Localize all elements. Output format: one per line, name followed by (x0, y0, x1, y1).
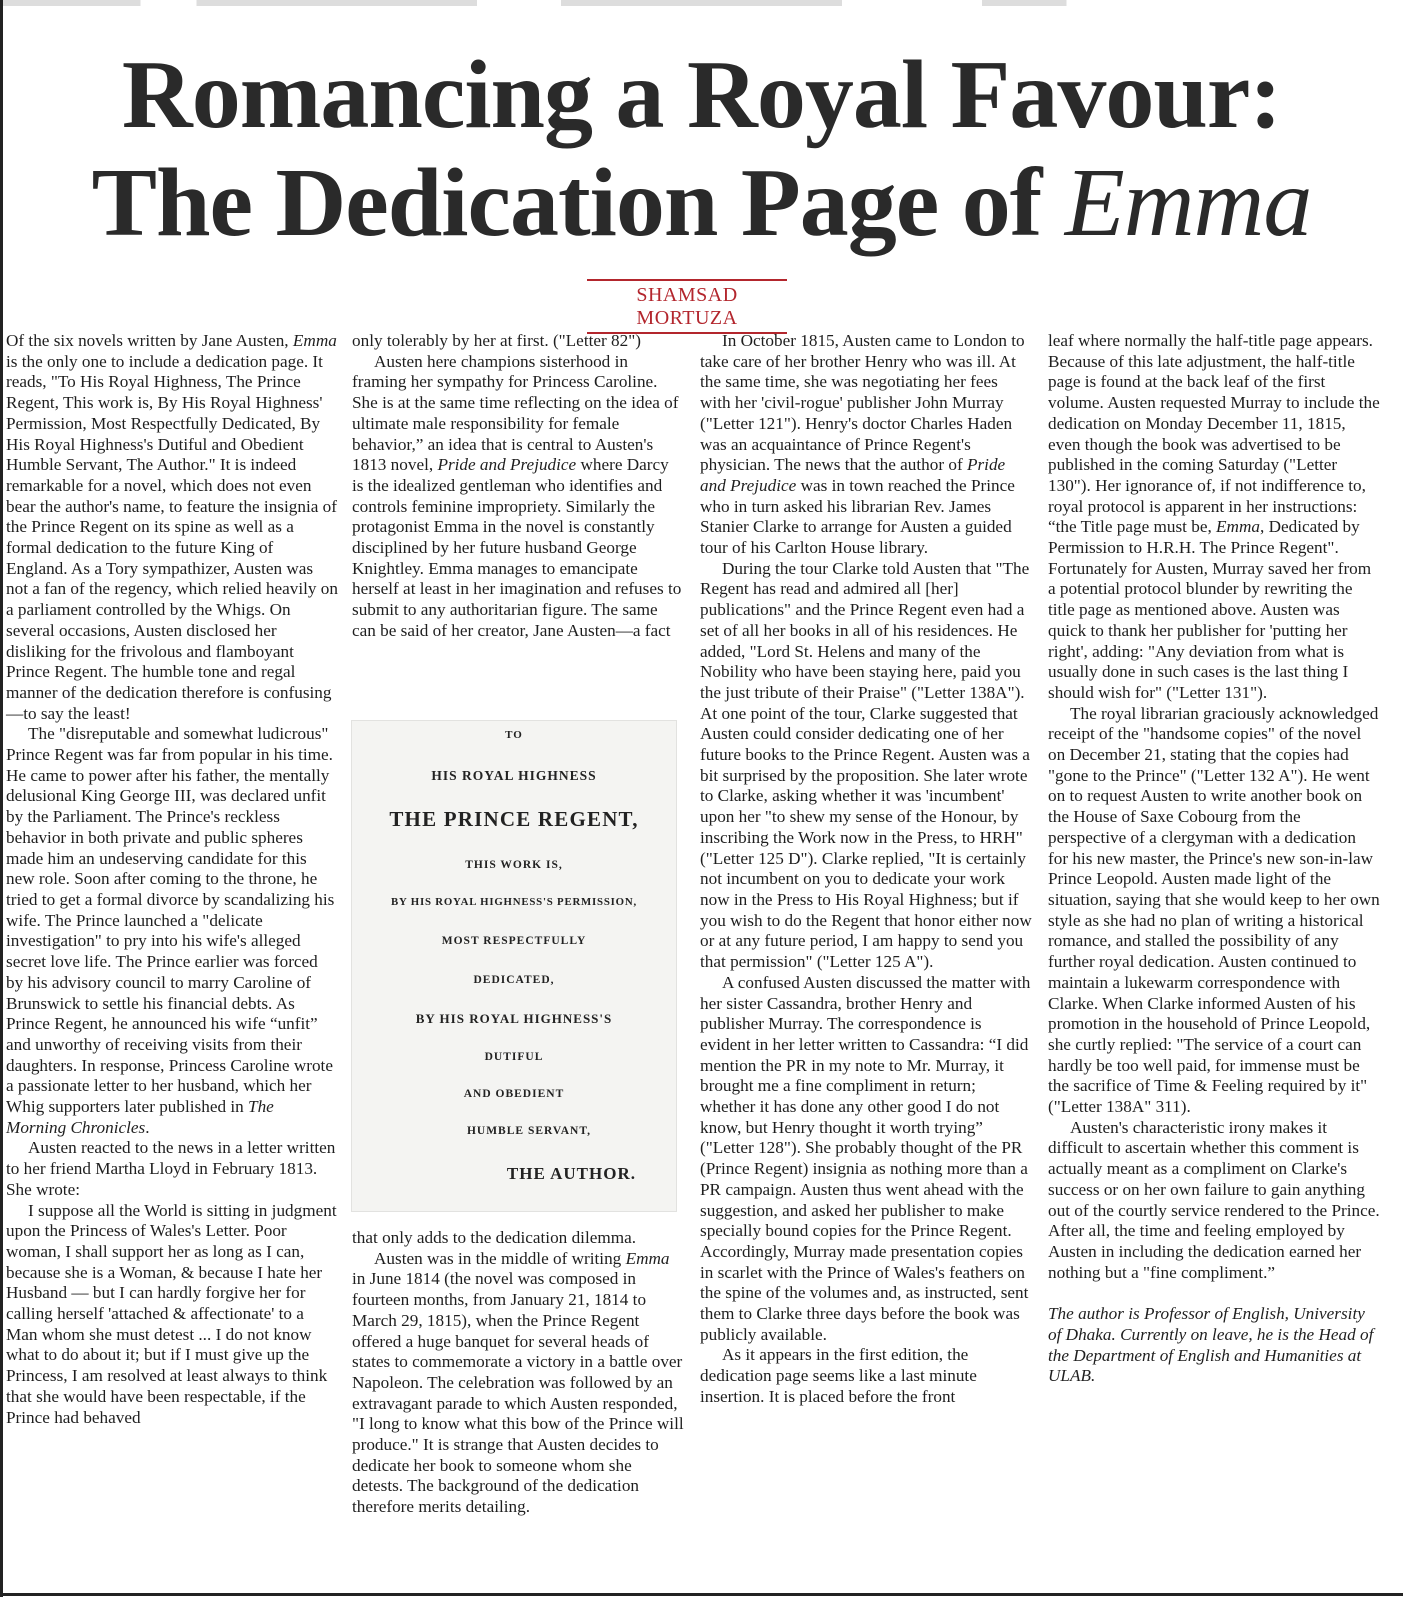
col1-p1-emma: Emma (292, 331, 337, 350)
col3-paragraph-2: During the tour Clarke told Austen that "The Regent has read and admired all [her] publications" and the Prince Regent even had a set of all her books in all of his residences. He added, "Lord St. Helens and many of the Nobility who have been staying here, paid you the just tribute of their Praise" ("Letter 138A"). At one point of the tour, Clarke suggested that Austen could consider dedicating one of her future books to the Prince Regent. Austen was a bit surprised by the proposition. She later wrote to Clarke, asking whether it was 'incumbent' upon her "to shew my sense of the Honour, by inscribing the Work now in the Press, to HRH" ("Letter 125 D"). Clarke replied, "It is certainly not incumbent on you to dedicate your work now in the Press to His Royal Highness; but if you wish to do the Regent that honor either now or at any future period, I am happy to send you that permission" ("Letter 125 A"). (700, 558, 1032, 972)
article-column-4 (1048, 331, 1380, 1387)
facsimile-dedicated: DEDICATED, (473, 974, 555, 986)
col4-p1-text-b: , Dedicated by Permission to H.R.H. The Prince Regent". Fortunately for Austen, Murray saved her from a potential protocol blunder by rewriting the title page as mentioned above. Austen was quick to thank her publisher for 'putting her right', adding: "Any deviation from what is usually done in such cases is the last thing I should wish for" ("Letter 131"). (1048, 517, 1372, 702)
headline-line-1: Romancing a Royal Favour: (121, 41, 1282, 149)
col1-paragraph-3: Austen reacted to the news in a letter written to her friend Martha Lloyd in February 1813. She wrote: (6, 1138, 336, 1199)
headline-emma-italic: Emma (1064, 149, 1312, 257)
bottom-border-rule (0, 1593, 1403, 1596)
author-bio: The author is Professor of English, University of Dhaka. Currently on leave, he is the Head of the Department of English and Humanities at ULAB. (1048, 1304, 1374, 1386)
cropped-top-text-strip (0, 0, 1403, 6)
col2-p2-pride-prejudice: Pride and Prejudice (437, 455, 577, 475)
facsimile-prince-regent: THE PRINCE REGENT, (389, 807, 639, 831)
dedication-page-facsimile (351, 720, 677, 1212)
col3-paragraph-1 (700, 331, 1032, 559)
facsimile-to: TO (505, 729, 523, 741)
col1-p2-text-b: . (145, 1117, 150, 1137)
col2-p4-text-a: Austen was in the middle of writing (374, 1248, 626, 1268)
col1-paragraph-2 (6, 724, 338, 1138)
col1-p2-morning-chronicles: The Morning Chronicles (6, 1097, 274, 1137)
facsimile-and-obedient: AND OBEDIENT (463, 1088, 565, 1100)
col4-p1-text-a: leaf where normally the half-title page appears. Because of this late adjustment, the half-title page is found at the back leaf of the first volume. Austen requested Murray to include the dedication on Monday December 11, 1815, even though the book was advertised to be published in the coming Saturday ("Letter 130"). Her ignorance of, if not indifference to, royal protocol is apparent in her instructions: “the Title page must be, (1048, 331, 1380, 537)
facsimile-the-author: THE AUTHOR. (506, 1164, 636, 1183)
facsimile-this-work-is: THIS WORK IS, (465, 859, 563, 871)
col2-paragraph-1: only tolerably by her at first. ("Letter 82") (352, 331, 641, 350)
article-column-3 (700, 331, 1032, 1408)
facsimile-humble-servant: HUMBLE SERVANT, (466, 1125, 592, 1137)
col2-p4-text-b: in June 1814 (the novel was composed in fourteen months, from January 21, 1814 to March 29, 1815), when the Prince Regent offered a huge banquet for several heads of states to commemorate a victory in a battle over Napoleon. The celebration was followed by an extravagant parade to which Austen responded, "I long to know what this bow of the Prince will produce." It is strange that Austen decides to dedicate her book to someone whom she detests. The background of the dedication therefore merits detailing. (352, 1269, 684, 1517)
col3-p1-text-a: In October 1815, Austen came to London to take care of her brother Henry who was ill. At the same time, she was negotiating her fees with her 'civil-rogue' publisher John Murray ("Letter 121"). Henry's doctor Charles Haden was an acquaintance of Prince Regent's physician. The news that the author of (700, 331, 1025, 475)
col2-paragraph-4 (352, 1249, 684, 1518)
byline: SHAMSAD MORTUZA (587, 279, 787, 334)
col1-paragraph-1 (6, 331, 338, 724)
col1-p1-text-a: Of the six novels written by Jane Austen, (6, 331, 293, 350)
article-column-1 (6, 331, 338, 1428)
col2-p2-text-a: Austen here champions sisterhood in framing her sympathy for Princess Caroline. She is at the same time reflecting on the idea of ultimate male responsibility for female behavior,” an idea that is central to Austen's 1813 novel, (352, 351, 679, 475)
facsimile-his-royal-highness: HIS ROYAL HIGHNESS (431, 768, 597, 783)
article-column-2-top (352, 331, 684, 642)
col1-letter-quote: I suppose all the World is sitting in judgment upon the Princess of Wales's Letter. Poor woman, I shall support her as long as I can, because she is a Woman, & because I hate her Husband — but I can hardly forgive her for calling herself 'attached & affectionate' to a Man whom she must detest ... I do not know what to do about it; but if I must give up the Princess, I am resolved at least always to think that she would have been respectable, if the Prince had behaved (6, 1200, 337, 1427)
article-column-2-bottom (352, 1228, 684, 1518)
col2-p4-emma: Emma (625, 1248, 670, 1268)
col4-paragraph-2: The royal librarian graciously acknowledged receipt of the "handsome copies" of the novel on December 21, stating that the copies had "gone to the Prince" ("Letter 132 A"). He went on to request Austen to write another book on the House of Saxe Cobourg from the perspective of a clergyman with a dedication for his new master, the Prince's new son-in-law Prince Leopold. Austen made light of the situation, saying that she would keep to her own style as she had no plan of writing a historical romance, and stalled the possibility of any further royal dedication. Austen continued to maintain a lukewarm correspondence with Clarke. When Clarke informed Austen of his promotion in the household of Prince Leopold, she curtly replied: "The service of a court can hardly be too well paid, for immense must be the sacrifice of Time & Feeling required by it" ("Letter 138A" 311). (1048, 703, 1380, 1117)
col4-paragraph-1 (1048, 331, 1380, 704)
facsimile-dutiful: DUTIFUL (484, 1051, 544, 1063)
col3-paragraph-3: A confused Austen discussed the matter with her sister Cassandra, brother Henry and publisher Murray. The correspondence is evident in her letter written to Cassandra: “I did mention the PR in my note to Mr. Murray, it brought me a fine compliment in return; whether it has done any other good I do not know, but Henry thought it worth trying” ("Letter 128"). She probably thought of the PR (Prince Regent) insignia as nothing more than a PR campaign. Austen thus went ahead with the suggestion, and asked her publisher to make specially bound copies for the Prince Regent. Accordingly, Murray made presentation copies in scarlet with the Prince of Wales's feathers on the spine of the volumes and, as instructed, sent them to Clarke three days before the book was publicly available. (700, 972, 1031, 1344)
col3-p1-pride-prejudice: Pride and Prejudice (700, 455, 1006, 495)
col1-p1-text-b: is the only one to include a dedication page. It reads, "To His Royal Highness, The Prince Regent, This work is, By His Royal Highness' Permission, Most Respectfully Dedicated, By His Royal Highness's Dutiful and Obedient Humble Servant, The Author." It is indeed remarkable for a novel, which does not even bear the author's name, to feature the insignia of the Prince Regent on its spine as well as a formal dedication to the future King of England. As a Tory sympathizer, Austen was not a fan of the regency, which relied heavily on a parliament controlled by the Whigs. On several occasions, Austen disclosed her disliking for the frivolous and flamboyant Prince Regent. The humble tone and regal manner of the dedication therefore is confusing—to say the least! (6, 351, 338, 723)
col4-paragraph-3: Austen's characteristic irony makes it difficult to ascertain whether this comment is actually meant as a compliment on Clarke's success or on her own failure to gain anything out of the courtly service rendered to the Prince. After all, the time and feeling employed by Austen in including the dedication earned her nothing but a "fine compliment.” (1048, 1117, 1380, 1282)
facsimile-by-hrh: BY HIS ROYAL HIGHNESS'S (415, 1011, 613, 1026)
col4-p1-emma: Emma (1216, 517, 1260, 537)
headline-line-2-prefix: The Dedication Page of (91, 149, 1065, 257)
facsimile-permission: BY HIS ROYAL HIGHNESS'S PERMISSION, (391, 896, 637, 908)
col2-paragraph-3: that only adds to the dedication dilemma. (352, 1228, 637, 1247)
headline-line-2 (0, 148, 1403, 258)
col1-p2-text-a: The "disreputable and somewhat ludicrous" Prince Regent was far from popular in his time. He came to power after his father, the mentally delusional King George III, was declared unfit by the Parliament. The Prince's reckless behavior in both private and public spheres made him an undeserving candidate for this new role. Soon after coming to the throne, he tried to get a formal divorce by scandalizing his wife. The Prince launched a "delicate investigation" to pry into his wife's alleged secret love life. The Prince earlier was forced by his advisory council to marry Caroline of Brunswick to settle his financial debts. As Prince Regent, he announced his wife “unfit” and unworthy of receiving visits from their daughters. In response, Princess Caroline wrote a passionate letter to her husband, which her Whig supporters later published in (6, 724, 335, 1117)
col2-p2-text-b: where Darcy is the idealized gentleman who identifies and controls feminine impropriety. Similarly the protagonist Emma in the novel is constantly disciplined by her future husband George Knightley. Emma manages to emancipate herself at least in her imagination and refuses to submit to any authoritarian figure. The same can be said of her creator, Jane Austen—a fact (352, 455, 682, 640)
col3-p1-text-b: was in town reached the Prince who in turn asked his librarian Rev. James Stanier Clarke to arrange for Austen a guided tour of his Carlton House library. (700, 475, 1015, 558)
col2-paragraph-2 (352, 352, 684, 642)
col3-paragraph-4: As it appears in the first edition, the dedication page seems like a last minute insertion. It is placed before the front (700, 1345, 977, 1406)
facsimile-most-respectfully: MOST RESPECTFULLY (441, 935, 587, 947)
